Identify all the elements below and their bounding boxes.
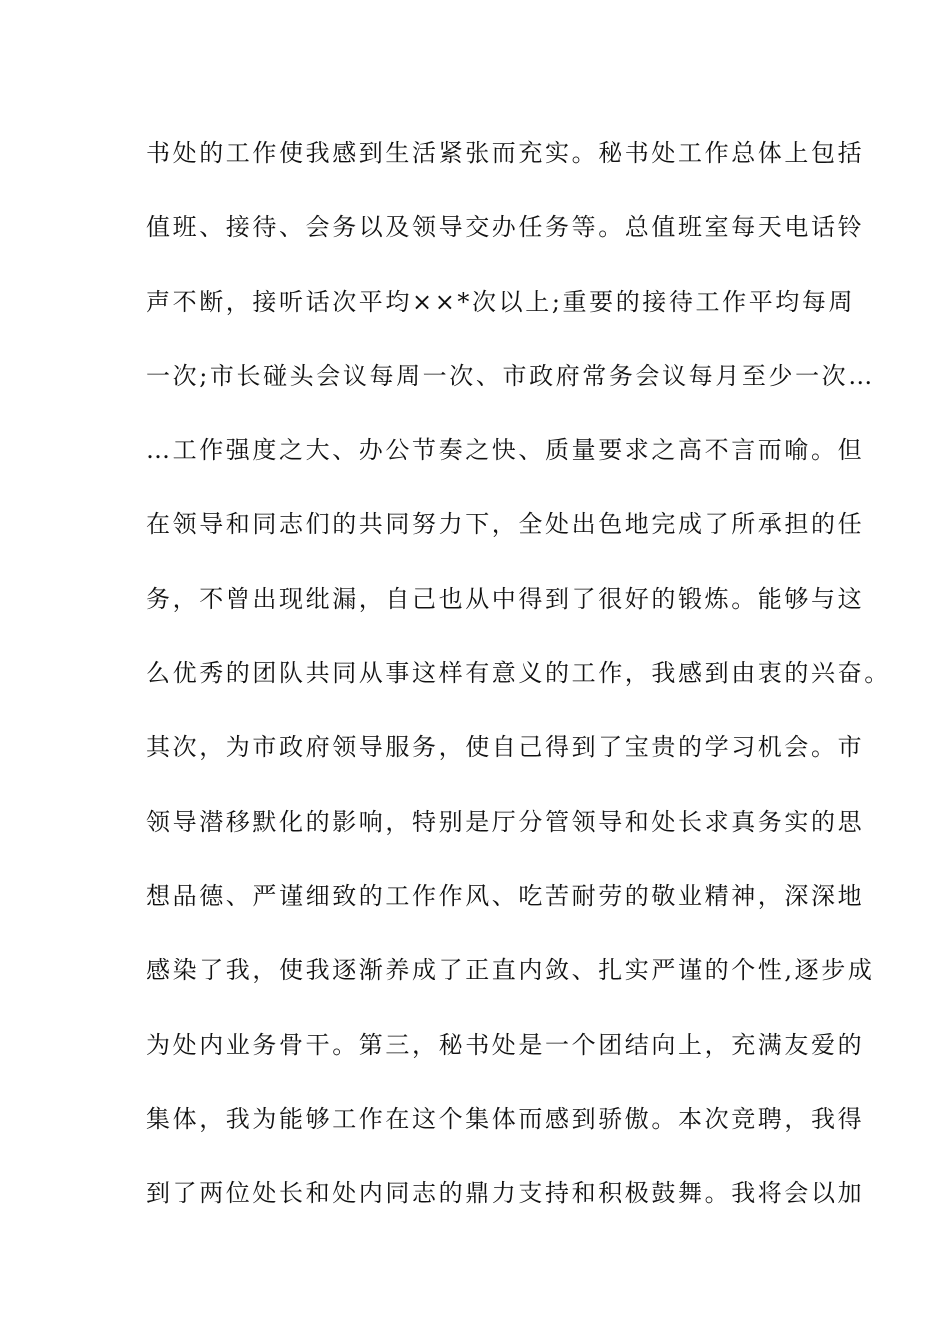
- text-line: 值班、接待、会务以及领导交办任务等。总值班室每天电话铃: [146, 213, 865, 242]
- text-line: 想品德、严谨细致的工作作风、吃苦耐劳的敬业精神，深深地: [146, 881, 865, 910]
- text-line: 其次，为市政府领导服务，使自己得到了宝贵的学习机会。市: [146, 733, 865, 762]
- text-line: 么优秀的团队共同从事这样有意义的工作，我感到由衷的兴奋。: [146, 659, 891, 688]
- text-line: 一次;市长碰头会议每周一次、市政府常务会议每月至少一次…: [146, 361, 875, 390]
- text-line: 为处内业务骨干。第三，秘书处是一个团结向上，充满友爱的: [146, 1030, 865, 1059]
- text-line: 声不断，接听话次平均××*次以上;重要的接待工作平均每周: [146, 287, 856, 316]
- text-line: …工作强度之大、办公节奏之快、质量要求之高不言而喻。但: [146, 436, 865, 465]
- text-line: 到了两位处长和处内同志的鼎力支持和积极鼓舞。我将会以加: [146, 1179, 865, 1208]
- text-line: 在领导和同志们的共同努力下，全处出色地完成了所承担的任: [146, 510, 865, 539]
- body-text: [146, 125, 891, 1239]
- text-line: 务，不曾出现纰漏，自己也从中得到了很好的锻炼。能够与这: [146, 584, 865, 613]
- text-line: 书处的工作使我感到生活紧张而充实。秘书处工作总体上包括: [146, 139, 865, 167]
- text-line: 集体，我为能够工作在这个集体而感到骄傲。本次竞聘，我得: [146, 1104, 865, 1133]
- text-line: 领导潜移默化的影响，特别是厅分管领导和处长求真务实的思: [146, 807, 865, 836]
- text-line: 感染了我，使我逐渐养成了正直内敛、扎实严谨的个性,逐步成: [146, 956, 875, 985]
